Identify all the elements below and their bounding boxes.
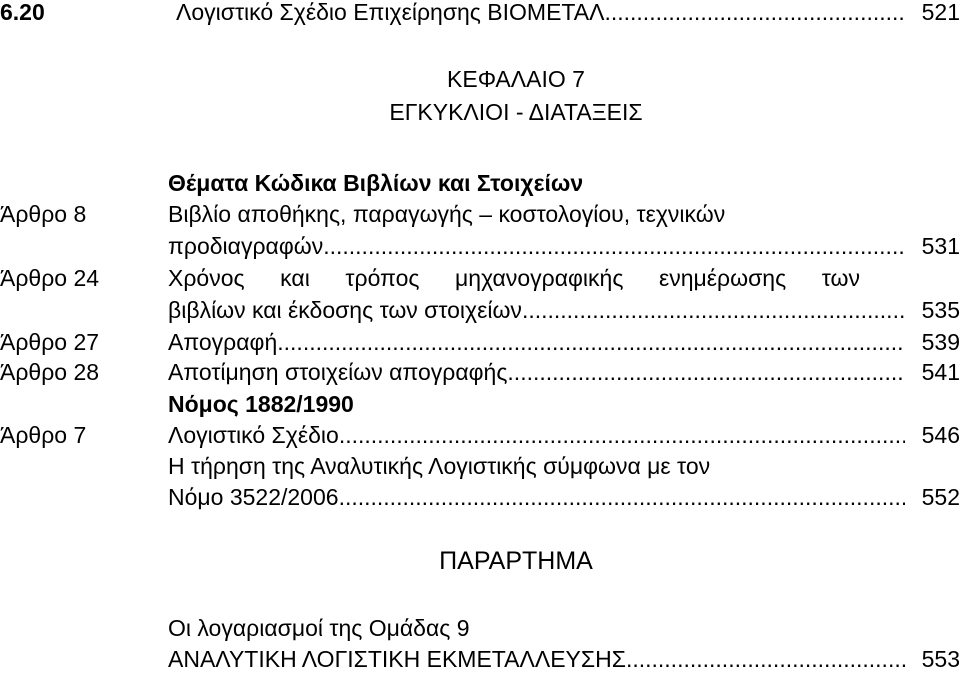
chapter-heading-line — [0, 64, 960, 94]
entry-label: Άρθρο 27 — [0, 329, 100, 355]
entry-label: Άρθρο 24 — [0, 265, 100, 291]
section-heading: Θέματα Κώδικα Βιβλίων και Στοιχείων — [168, 170, 584, 196]
entry-text: Χρόνος και τρόπος μηχανογραφικής ενημέρωσης των — [168, 265, 860, 291]
chapter-subheading: ΕΓΚΥΚΛΙΟΙ - ΔΙΑΤΑΞΕΙΣ — [389, 99, 643, 125]
toc-page: 521 — [921, 0, 960, 25]
entry-text: Αποτίμηση στοιχείων απογραφής — [168, 359, 508, 385]
entry-leader-row — [168, 357, 960, 387]
entry-label: Άρθρο 8 — [0, 201, 87, 227]
entry-text: βιβλίων και έκδοσης των στοιχείων — [168, 297, 522, 323]
toc-leader — [507, 357, 905, 387]
entry-analytical-line2 — [0, 482, 960, 512]
entry-article-27 — [0, 327, 960, 357]
entry-analytical-line1 — [0, 451, 960, 481]
entry-text: Η τήρηση της Αναλυτικής Λογιστικής σύμφωνα με τον — [168, 453, 711, 479]
appendix-heading-line — [0, 546, 960, 576]
entry-article-24-line1 — [0, 263, 960, 293]
toc-leader — [522, 295, 905, 325]
appendix-heading: ΠΑΡΑΡΤΗΜΑ — [439, 547, 593, 575]
section-heading-line — [0, 389, 960, 419]
chapter-subheading-line — [0, 97, 960, 127]
toc-leader — [277, 327, 905, 357]
appendix-text: ΑΝΑΛΥΤΙΚΗ ΛΟΓΙΣΤΙΚΗ ΕΚΜΕΤΑΛΛΕΥΣΗΣ — [168, 646, 626, 672]
toc-number: 6.20 — [0, 0, 45, 25]
entry-leader-row — [168, 482, 960, 512]
entry-page: 546 — [921, 422, 960, 448]
toc-leader — [323, 231, 905, 261]
entry-article-8-line1 — [0, 199, 960, 229]
chapter-heading: ΚΕΦΑΛΑΙΟ 7 — [447, 66, 585, 92]
entry-page: 553 — [921, 646, 960, 672]
toc-leader — [339, 482, 905, 512]
toc-line-6-20 — [0, 0, 960, 27]
appendix-text: Οι λογαριασμοί της Ομάδας 9 — [168, 615, 470, 641]
toc-leader — [604, 0, 905, 27]
entry-leader-row — [168, 231, 960, 261]
entry-leader-row — [168, 420, 960, 450]
entry-leader-row — [168, 295, 960, 325]
entry-article-8-line2 — [0, 231, 960, 261]
entry-page: 541 — [921, 359, 960, 385]
entry-page: 552 — [921, 484, 960, 510]
entry-page: 531 — [921, 233, 960, 259]
entry-text: προδιαγραφών — [168, 233, 324, 259]
entry-text: Απογραφή — [168, 329, 278, 355]
entry-text: Βιβλίο αποθήκης, παραγωγής – κοστολογίου, τεχνικών — [168, 201, 726, 227]
entry-article-24-line2 — [0, 295, 960, 325]
entry-article-28 — [0, 357, 960, 387]
entry-text: Λογιστικό Σχέδιο — [168, 422, 339, 448]
section-heading-line — [0, 168, 960, 198]
appendix-line1 — [0, 613, 960, 643]
toc-leader — [339, 420, 905, 450]
entry-label: Άρθρο 28 — [0, 359, 100, 385]
entry-text: Νόμο 3522/2006 — [168, 484, 339, 510]
entry-page: 539 — [921, 329, 960, 355]
entry-leader-row — [168, 327, 960, 357]
toc-entry — [176, 0, 960, 27]
section-heading: Νόμος 1882/1990 — [168, 391, 354, 417]
entry-page: 535 — [921, 297, 960, 323]
entry-label: Άρθρο 7 — [0, 422, 87, 448]
toc-title: Λογιστικό Σχέδιο Επιχείρησης ΒΙΟΜΕΤΑΛ — [176, 0, 605, 25]
entry-article-7 — [0, 420, 960, 450]
